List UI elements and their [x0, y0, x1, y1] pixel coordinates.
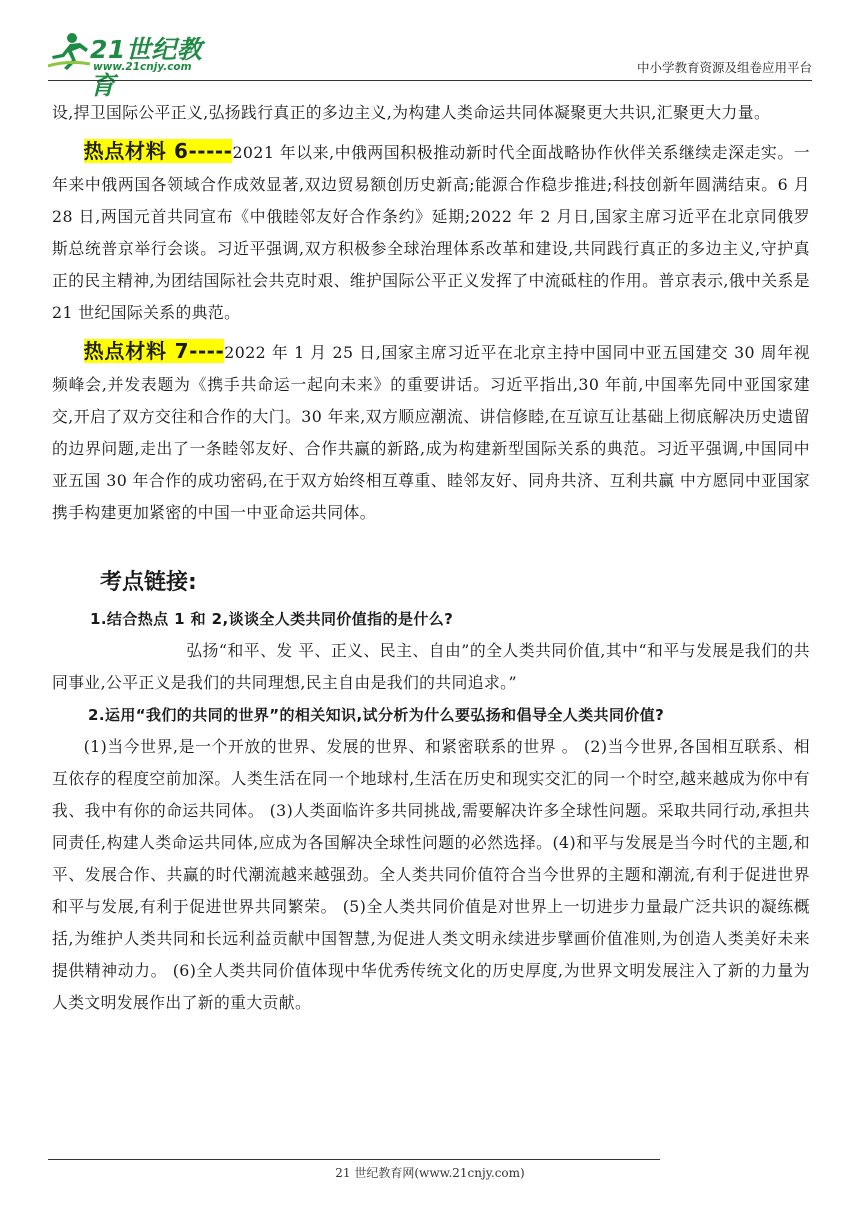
question-1: 1.结合热点 1 和 2,谈谈全人类共同价值指的是什么? — [90, 610, 454, 628]
document-body — [52, 97, 810, 1019]
site-logo[interactable] — [48, 26, 218, 100]
header-divider — [48, 80, 812, 81]
answer-1: 弘扬“和平、发 平、正义、民主、自由”的全人类共同价值,其中“和平与发展是我们的共同事业,公平正义是我们的共同理想,民主自由是我们的共同追求。” — [52, 641, 810, 692]
question-2: 2.运用“我们的共同的世界”的相关知识,试分析为什么要弘扬和倡导全人类共同价值? — [88, 706, 665, 724]
hot-material-6 — [52, 135, 810, 329]
hot-material-6-label: 热点材料 6----- — [83, 139, 233, 163]
hot-material-6-text: 2021 年以来,中俄两国积极推动新时代全面战略协作伙伴关系继续走深走实。一年来中俄两国各领域合作成效显著,双边贸易额创历史新高;能源合作稳步推进;科技创新年圆满结束。6 月 28 日,两国元首共同宣布《中俄睦邻友好合作条约》延期;2022 年 2 月日,国家主席习近平在北京同俄罗斯总统普京举行会谈。习近平强调,双方积极参全球治理体系改革和建设,共同践行真正的多边主义,守护真正的民主精神,为团结国际社会共克时艰、维护国际公平正义发挥了中流砥柱的作用。普京表示,俄中关系是 21 世纪国际关系的典范。 — [52, 143, 810, 322]
hot-material-7 — [52, 335, 810, 529]
page-footer[interactable]: 21 世纪教育网(www.21cnjy.com) — [335, 1166, 525, 1180]
footer-divider — [48, 1159, 660, 1160]
section-title: 考点链接: — [100, 570, 197, 595]
hot-material-7-label: 热点材料 7---- — [83, 339, 225, 363]
platform-name: 中小学教育资源及组卷应用平台 — [636, 60, 812, 75]
answer-2: (1)当今世界,是一个开放的世界、发展的世界、和紧密联系的世界 。 (2)当今世界,各国相互联系、相互依存的程度空前加深。人类生活在同一个地球村,生活在历史和现实交汇的同一个时空,越来越成为你中有我、我中有你的命运共同体。 (3)人类面临许多共同挑战,需要解决许多全球性问题。采取共同行动,承担共同责任,构建人类命运共同体,应成为各国解决全球性问题的必然选择。(4)和平与发展是当今时代的主题,和平、发展合作、共赢的时代潮流越来越强劲。全人类共同价值符合当今世界的主题和潮流,有利于促进世界和平与发展,有利于促进世界共同繁荣。 (5)全人类共同价值是对世界上一切进步力量最广泛共识的凝练概括,为维护人类共同和长远利益贡献中国智慧,为促进人类文明永续进步擘画价值准则,为创造人类美好未来提供精神动力。 (6)全人类共同价值体现中华优秀传统文化的历史厚度,为世界文明发展注入了新的力量为人类文明发展作出了新的重大贡献。 — [52, 737, 810, 1012]
logo-url: www.21cnjy.com — [93, 61, 192, 73]
intro-paragraph: 设,捍卫国际公平正义,弘扬践行真正的多边主义,为构建人类命运共同体凝聚更大共识,汇聚更大力量。 — [52, 103, 771, 122]
page-header — [48, 26, 812, 100]
runner-logo-icon — [48, 32, 92, 72]
logo-text: 21世纪教育 — [90, 35, 203, 100]
hot-material-7-text: 2022 年 1 月 25 日,国家主席习近平在北京主持中国同中亚五国建交 30 周年视频峰会,并发表题为《携手共命运一起向未来》的重要讲话。习近平指出,30 年前,中国率先同中亚国家建交,开启了双方交往和合作的大门。30 年来,双方顺应潮流、讲信修睦,在互谅互让基础上彻底解决历史遗留的边界问题,走出了一条睦邻友好、合作共赢的新路,成为构建新型国际关系的典范。习近平强调,中国同中亚五国 30 年合作的成功密码,在于双方始终相互尊重、睦邻友好、同舟共济、互利共赢 中方愿同中亚国家携手构建更加紧密的中国一中亚命运共同体。 — [52, 343, 810, 522]
